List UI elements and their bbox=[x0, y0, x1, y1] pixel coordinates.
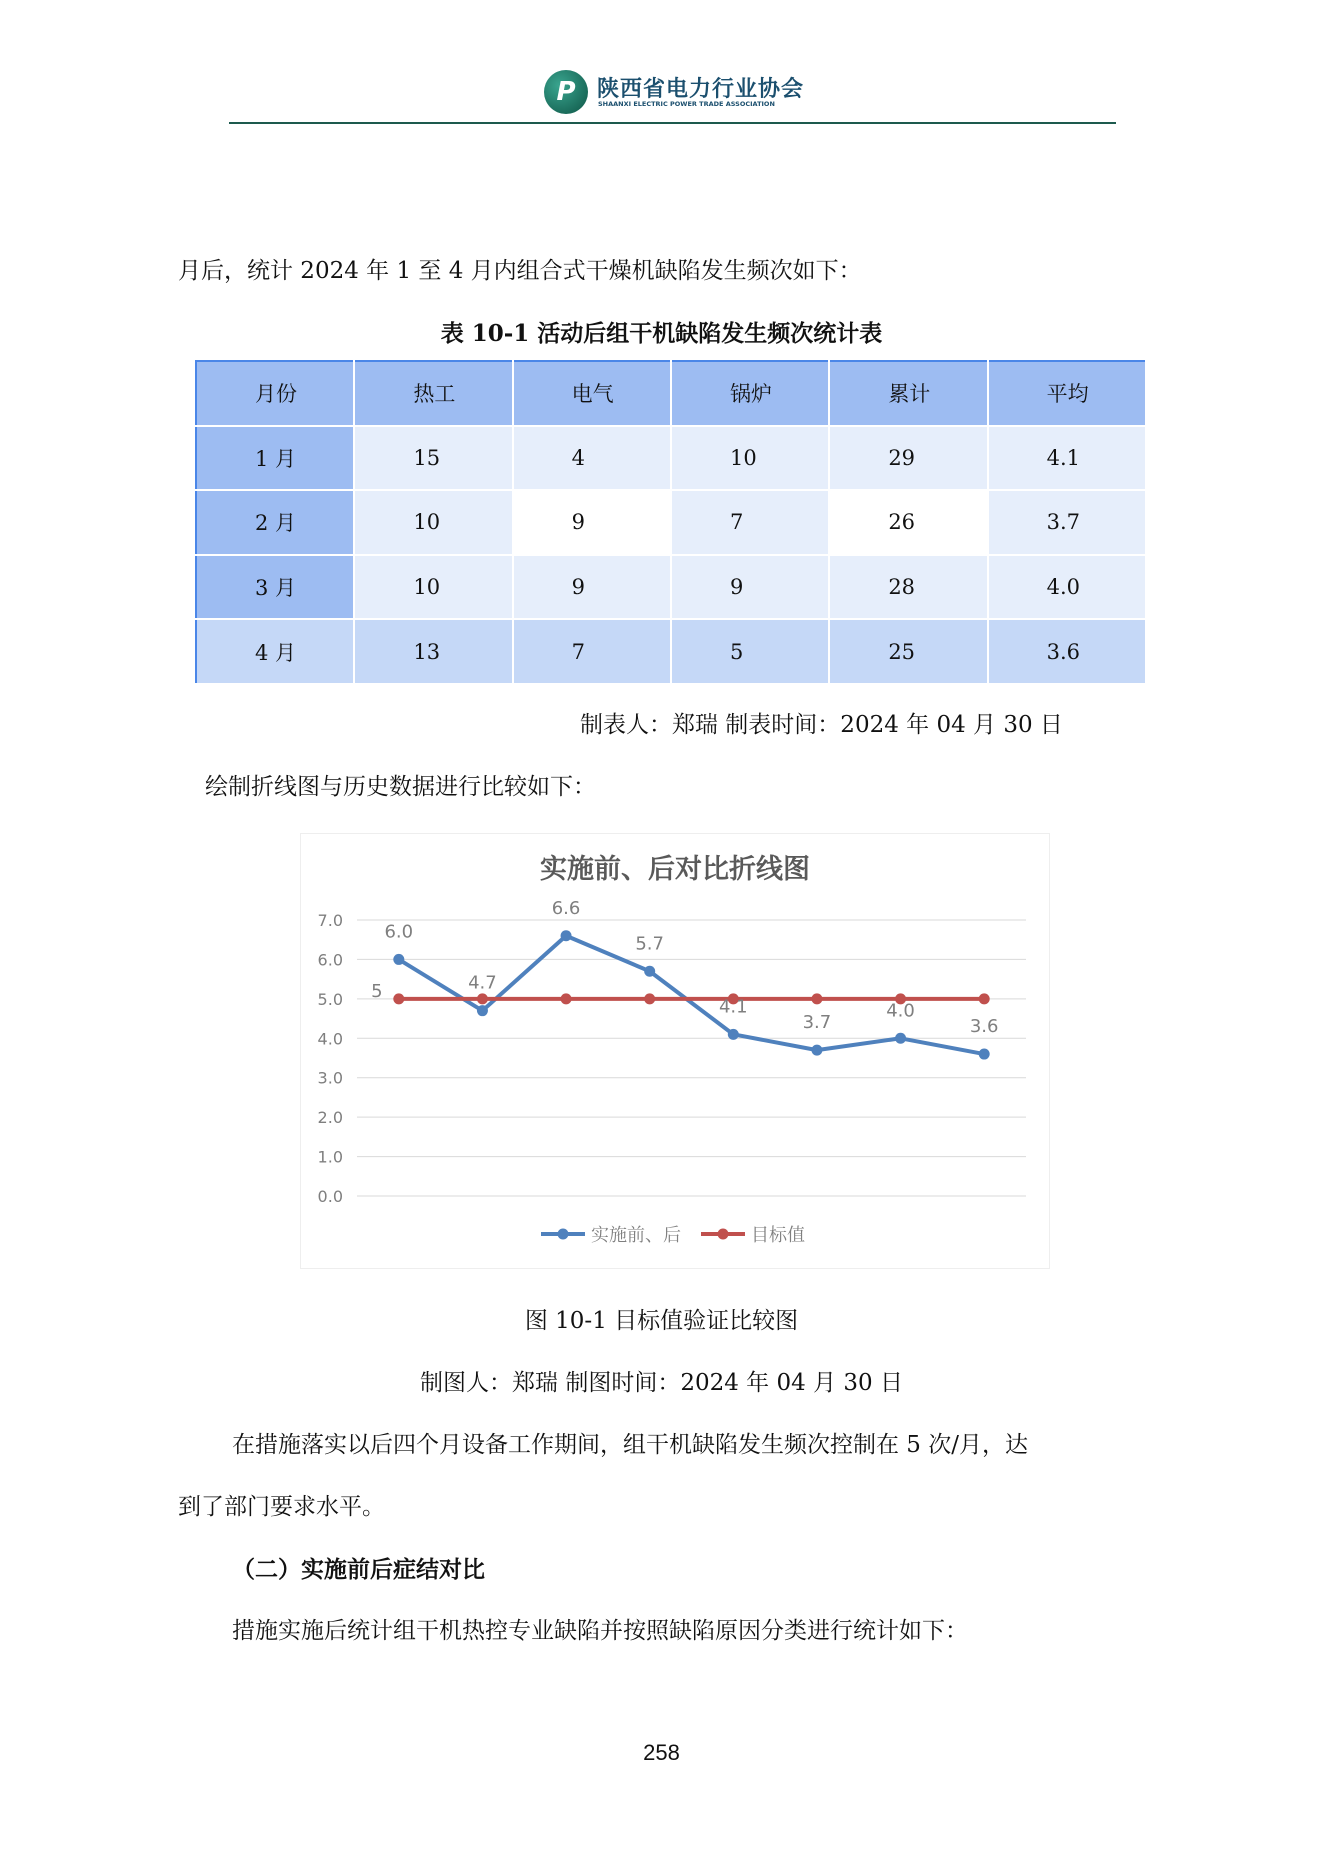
org-name-en: SHAANXI ELECTRIC POWER TRADE ASSOCIATION bbox=[598, 100, 775, 108]
defect-frequency-table bbox=[195, 360, 1147, 685]
table-cell: 26 bbox=[829, 490, 987, 555]
table-cell: 9 bbox=[513, 490, 671, 555]
header-cell: 月份 bbox=[196, 361, 354, 426]
data-label: 5 bbox=[371, 980, 383, 1002]
y-tick-label: 0.0 bbox=[317, 1187, 343, 1206]
month-cell: 1 月 bbox=[196, 426, 354, 491]
data-point bbox=[979, 993, 990, 1004]
header-cell: 电气 bbox=[513, 361, 671, 426]
chart-title: 实施前、后对比折线图 bbox=[540, 854, 810, 885]
table-row bbox=[196, 490, 1146, 555]
association-logo bbox=[544, 70, 588, 114]
data-label: 4.7 bbox=[468, 972, 497, 994]
data-label: 4.0 bbox=[886, 1000, 915, 1022]
page-header bbox=[229, 62, 1116, 124]
month-cell: 2 月 bbox=[196, 490, 354, 555]
legend-label: 实施前、后 bbox=[591, 1225, 681, 1246]
data-point bbox=[811, 993, 822, 1004]
page-number: 258 bbox=[643, 1740, 680, 1765]
org-name-cn: 陕西省电力行业协会 bbox=[597, 77, 805, 102]
legend-marker bbox=[718, 1229, 729, 1240]
table-cell: 13 bbox=[354, 619, 512, 684]
table-cell: 10 bbox=[354, 555, 512, 620]
header-cell: 平均 bbox=[988, 361, 1146, 426]
data-label: 3.6 bbox=[969, 1016, 999, 1038]
table-cell: 29 bbox=[829, 426, 987, 491]
table-maker: 制表人：郑瑞 制表时间：2024 年 04 月 30 日 bbox=[580, 712, 1063, 738]
table-cell: 10 bbox=[354, 490, 512, 555]
y-tick-label: 3.0 bbox=[317, 1068, 343, 1088]
data-point bbox=[728, 1029, 739, 1040]
data-label: 6.0 bbox=[384, 921, 414, 943]
table-header-row bbox=[196, 361, 1146, 426]
chart-intro: 绘制折线图与历史数据进行比较如下： bbox=[205, 774, 596, 800]
header-cell: 锅炉 bbox=[671, 361, 829, 426]
data-label: 3.7 bbox=[802, 1012, 832, 1034]
conclusion-line-1: 在措施落实以后四个月设备工作期间，组干机缺陷发生频次控制在 5 次/月，达 bbox=[232, 1432, 1029, 1458]
data-point bbox=[477, 1005, 488, 1016]
data-point bbox=[895, 1033, 906, 1044]
header-cell: 热工 bbox=[354, 361, 512, 426]
data-label: 5.7 bbox=[635, 933, 665, 955]
data-point bbox=[979, 1049, 990, 1060]
table-cell: 25 bbox=[829, 619, 987, 684]
y-tick-label: 5.0 bbox=[317, 989, 343, 1009]
month-cell: 4 月 bbox=[196, 619, 354, 684]
table-cell: 4 bbox=[513, 426, 671, 491]
y-tick-label: 7.0 bbox=[317, 911, 343, 930]
y-tick-label: 2.0 bbox=[317, 1108, 343, 1128]
data-point bbox=[393, 954, 404, 965]
y-tick-label: 1.0 bbox=[317, 1147, 343, 1167]
table-cell: 9 bbox=[671, 555, 829, 620]
line-chart bbox=[301, 834, 1049, 1268]
table-row bbox=[196, 619, 1146, 684]
table-row bbox=[196, 555, 1146, 620]
table-cell: 3.7 bbox=[988, 490, 1146, 555]
line-chart-frame bbox=[300, 833, 1050, 1269]
data-point bbox=[561, 993, 572, 1004]
figure-maker: 制图人：郑瑞 制图时间：2024 年 04 月 30 日 bbox=[420, 1370, 903, 1396]
table-cell: 4.0 bbox=[988, 555, 1146, 620]
data-point bbox=[644, 993, 655, 1004]
logo-letter: P bbox=[556, 77, 576, 107]
table-cell: 7 bbox=[671, 490, 829, 555]
intro-paragraph: 月后，统计 2024 年 1 至 4 月内组合式干燥机缺陷发生频次如下： bbox=[178, 258, 862, 284]
table-cell: 7 bbox=[513, 619, 671, 684]
data-point bbox=[477, 993, 488, 1004]
data-label: 6.6 bbox=[551, 897, 581, 919]
table-cell: 10 bbox=[671, 426, 829, 491]
y-tick-label: 4.0 bbox=[317, 1029, 343, 1049]
figure-caption: 图 10-1 目标值验证比较图 bbox=[524, 1308, 799, 1334]
table-cell: 15 bbox=[354, 426, 512, 491]
table-title: 表 10-1 活动后组干机缺陷发生频次统计表 bbox=[440, 320, 883, 347]
table-cell: 5 bbox=[671, 619, 829, 684]
table-cell: 9 bbox=[513, 555, 671, 620]
month-cell: 3 月 bbox=[196, 555, 354, 620]
data-label: 4.1 bbox=[718, 996, 748, 1018]
data-point bbox=[393, 993, 404, 1004]
section-heading: （二）实施前后症结对比 bbox=[232, 1556, 485, 1583]
y-tick-label: 6.0 bbox=[317, 950, 343, 970]
table-cell: 3.6 bbox=[988, 619, 1146, 684]
table-row bbox=[196, 426, 1146, 491]
conclusion-line-2: 到了部门要求水平。 bbox=[178, 1494, 385, 1520]
data-point bbox=[811, 1045, 822, 1056]
table-cell: 28 bbox=[829, 555, 987, 620]
header-cell: 累计 bbox=[829, 361, 987, 426]
table-cell: 4.1 bbox=[988, 426, 1146, 491]
legend-marker bbox=[558, 1229, 569, 1240]
section-text: 措施实施后统计组干机热控专业缺陷并按照缺陷原因分类进行统计如下： bbox=[232, 1618, 968, 1644]
legend-label: 目标值 bbox=[751, 1225, 805, 1246]
data-point bbox=[561, 930, 572, 941]
data-point bbox=[644, 966, 655, 977]
